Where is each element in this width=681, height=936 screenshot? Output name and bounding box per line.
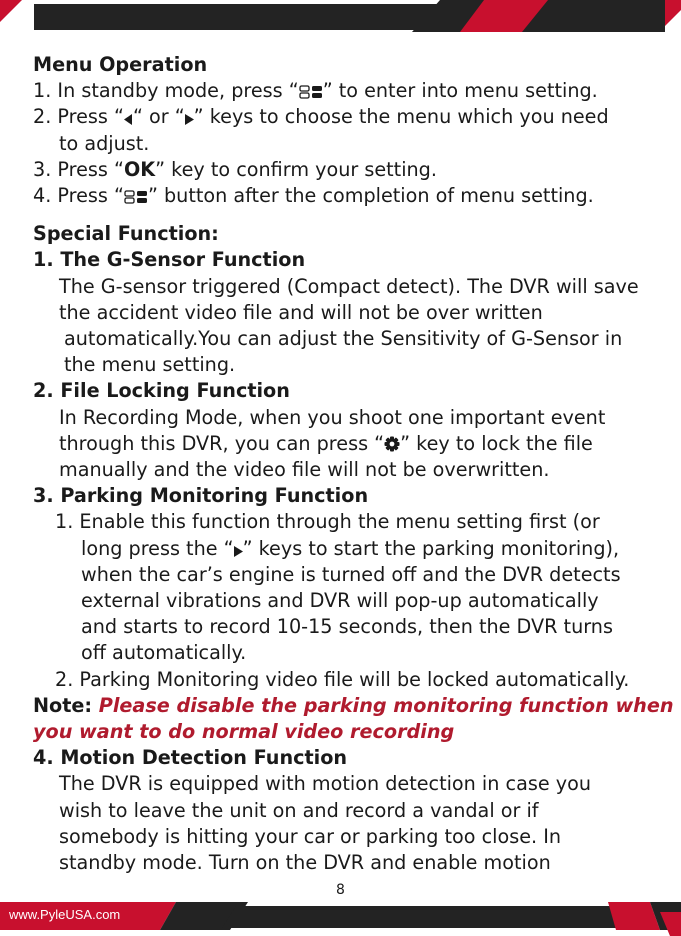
menu-key-icon [299, 85, 323, 99]
g-sensor-line-1: The G-sensor triggered (Compact detect). The DVR will save [59, 274, 639, 298]
page-number: 8 [336, 882, 345, 898]
right-arrow-key-icon [234, 546, 243, 557]
menu-step-4: 4. Press “ ” button after the completion of menu setting. [33, 184, 594, 208]
note-text: Please disable the parking monitoring function when [98, 693, 674, 717]
menu-operation-heading: Menu Operation [33, 53, 208, 76]
parking-item-1-line-4: external vibrations and DVR will pop-up automatically [81, 589, 599, 613]
g-sensor-line-4: the menu setting. [64, 353, 236, 377]
menu-step-3: 3. Press “OK” key to confirm your setting. [33, 157, 437, 181]
file-locking-line-3: manually and the video file will not be overwritten. [59, 458, 550, 482]
motion-line-2: wish to leave the unit on and record a vandal or if [59, 798, 539, 822]
right-arrow-key-icon [185, 114, 194, 125]
menu-step-2: 2. Press “ “ or “ ” keys to choose the menu which you need [33, 105, 609, 129]
menu-step-2-cont: to adjust. [59, 131, 150, 155]
note-label: Note: [33, 693, 99, 717]
website-url: www.PyleUSA.com [9, 907, 121, 922]
motion-line-4: standby mode. Turn on the DVR and enable motion [59, 851, 551, 875]
file-locking-line-2: through this DVR, you can press “ ” key to lock the file [59, 431, 593, 455]
manual-content [33, 52, 674, 876]
note-line-1 [33, 693, 674, 719]
motion-detection-heading: 4. Motion Detection Function [33, 746, 348, 770]
parking-item-1-line-5: and starts to record 10-15 seconds, then the DVR turns [81, 615, 613, 639]
menu-key-icon [124, 190, 148, 204]
header-banner [0, 0, 681, 36]
parking-item-2: 2. Parking Monitoring video file will be locked automatically. [55, 667, 630, 691]
g-sensor-heading: 1. The G-Sensor Function [33, 248, 306, 272]
g-sensor-line-2: the accident video file and will not be over written [59, 300, 543, 324]
ok-key-label: OK [123, 157, 156, 181]
file-locking-heading: 2. File Locking Function [33, 379, 290, 403]
lock-key-icon [384, 436, 400, 452]
motion-line-1: The DVR is equipped with motion detection in case you [59, 772, 591, 796]
g-sensor-line-3: automatically.You can adjust the Sensitivity of G-Sensor in [64, 327, 623, 351]
left-arrow-key-icon [124, 114, 133, 125]
parking-item-1-line-3: when the car’s engine is turned off and the DVR detects [81, 562, 621, 586]
parking-item-1-line-2: long press the “ ” keys to start the parking monitoring), [81, 536, 620, 560]
note-line-2: you want to do normal video recording [33, 720, 455, 744]
parking-item-1-line-1: 1. Enable this function through the menu setting first (or [55, 510, 600, 534]
menu-step-1: 1. In standby mode, press “ ” to enter into menu setting. [33, 79, 598, 103]
parking-item-1-line-6: off automatically. [81, 641, 247, 665]
special-function-heading: Special Function: [33, 222, 219, 246]
parking-monitoring-heading: 3. Parking Monitoring Function [33, 484, 369, 508]
motion-line-3: somebody is hitting your car or parking too close. In [59, 824, 562, 848]
file-locking-line-1: In Recording Mode, when you shoot one important event [59, 405, 606, 429]
